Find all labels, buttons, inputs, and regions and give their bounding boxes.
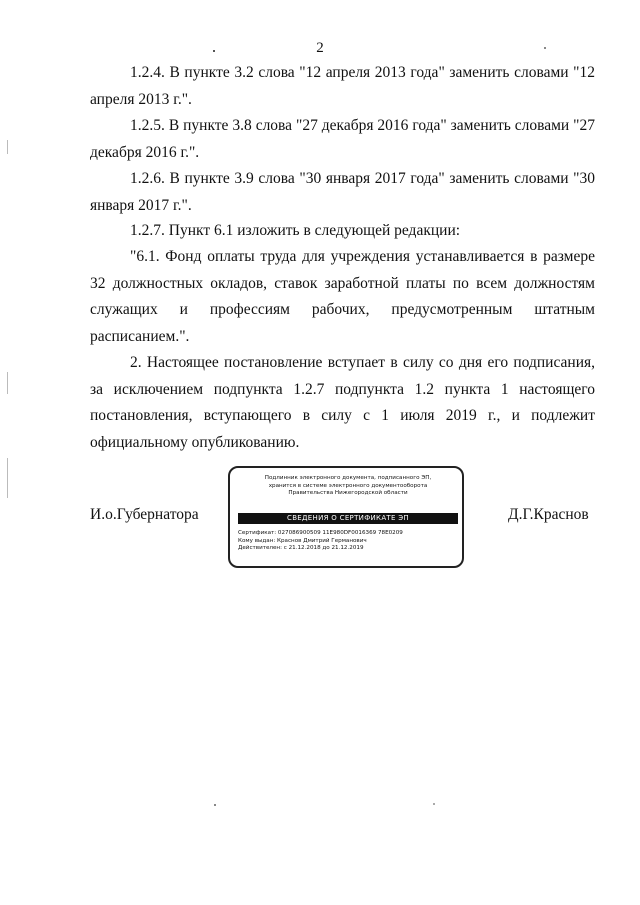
certificate-owner: Кому выдан: Краснов Дмитрий Германович: [238, 537, 367, 544]
stamp-certificate-info: [238, 530, 462, 553]
page-number: 2: [316, 40, 324, 56]
electronic-signature-stamp: [228, 466, 464, 568]
paragraph-2: 2. Настоящее постановление вступает в силу со дня его подписания, за исключением подпункта 1.2.7 подпункта 1.2 пункта 1 настоящего постановления, вступающего в силу с 1 июля 2019 г., и подлежит официальному опубликованию.: [90, 354, 595, 451]
scan-speck: [544, 47, 546, 49]
scan-edge-mark: [7, 372, 8, 394]
paragraph-6-1-quote: "6.1. Фонд оплаты труда для учреждения устанавливается в размере 32 должностных окладов, ставок заработной платы по всем должностям служащих и профессиям рабочих, предусмотренным штатным расписанием.".: [90, 248, 595, 345]
paragraph-1-2-6: 1.2.6. В пункте 3.9 слова "30 января 2017 года" заменить словами "30 января 2017 г.".: [90, 170, 595, 214]
stamp-header-line: Правительства Нижегородской области: [288, 490, 408, 497]
signatory-position: И.о.Губернатора: [90, 506, 199, 523]
stamp-header-line: хранится в системе электронного документооборота: [268, 482, 428, 489]
scan-speck: [214, 804, 216, 806]
signatory-name: Д.Г.Краснов: [508, 506, 589, 523]
stamp-header-line: Подлинник электронного документа, подписанного ЭП,: [264, 475, 432, 481]
stamp-header: [238, 475, 458, 498]
paragraph-1-2-4: 1.2.4. В пункте 3.2 слова "12 апреля 2013 года" заменить словами "12 апреля 2013 г.".: [90, 64, 595, 108]
stamp-title-bar: СВЕДЕНИЯ О СЕРТИФИКАТЕ ЭП: [238, 513, 458, 524]
scan-edge-mark: [7, 140, 8, 154]
certificate-number: Сертификат: 027086900509 11E980DF0016369 78E0209: [238, 530, 403, 536]
scan-speck: [433, 803, 435, 805]
scan-edge-mark: [7, 458, 8, 498]
certificate-validity: Действителен: с 21.12.2018 до 21.12.2019: [238, 545, 364, 552]
paragraph-1-2-7: 1.2.7. Пункт 6.1 изложить в следующей редакции:: [130, 222, 461, 239]
scan-speck: [213, 50, 215, 52]
paragraph-1-2-5: 1.2.5. В пункте 3.8 слова "27 декабря 2016 года" заменить словами "27 декабря 2016 г.".: [90, 117, 595, 161]
